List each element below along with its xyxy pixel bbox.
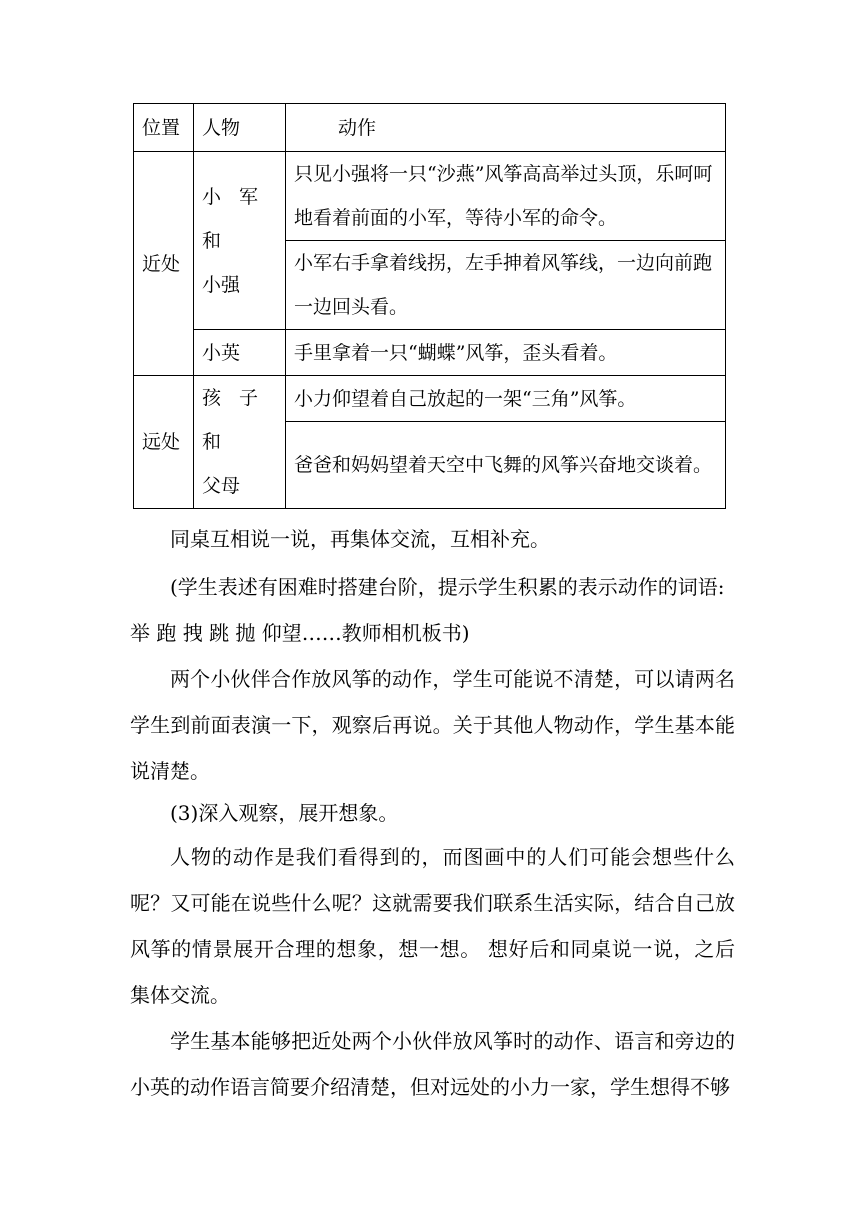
- action-cell: 小力仰望着自己放起的一架“三角”风筝。: [286, 376, 726, 422]
- person-cell-xiaoying: 小英: [194, 330, 286, 376]
- action-cell: 只见小强将一只“沙燕”风筝高高举过头顶，乐呵呵地看着前面的小军，等待小军的命令。: [286, 152, 726, 241]
- position-far: 远处: [134, 376, 194, 509]
- person-line: 父母: [202, 475, 241, 497]
- table-header-row: [134, 104, 726, 152]
- paragraph: 两个小伙伴合作放风筝的动作，学生可能说不清楚，可以请两名学生到前面表演一下，观察后再说。关于其他人物动作，学生基本能说清楚。: [130, 667, 735, 783]
- paragraph: (3)深入观察，展开想象。: [170, 801, 399, 825]
- person-line: 小强: [202, 273, 241, 296]
- action-cell: 爸爸和妈妈望着天空中飞舞的风筝兴奋地交谈着。: [286, 422, 726, 509]
- position-near: 近处: [134, 152, 194, 376]
- paragraph: 学生基本能够把近处两个小伙伴放风筝时的动作、语言和旁边的小英的动作语言简要介绍清楚，但对远处的小力一家，学生想得不够: [130, 1029, 735, 1099]
- table-row: [134, 152, 726, 241]
- person-cell-children-parents: [194, 376, 286, 509]
- person-cell-xiaojun-xiaoqiang: [194, 152, 286, 330]
- observation-table: [133, 103, 726, 509]
- paragraph: 同桌互相说一说，再集体交流，互相补充。: [170, 527, 550, 551]
- person-line: 孩 子 和: [202, 387, 265, 453]
- person-line: 小 军 和: [202, 185, 265, 252]
- action-cell: 手里拿着一只“蝴蝶”风筝，歪头看着。: [286, 330, 726, 376]
- table-row: [134, 376, 726, 422]
- paragraph: 举 跑 拽 跳 抛 仰望……教师相机板书): [130, 621, 470, 645]
- action-cell: 小军右手拿着线拐，左手抻着风筝线，一边向前跑一边回头看。: [286, 241, 726, 330]
- header-position: 位置: [134, 104, 194, 152]
- header-action: 动作: [286, 104, 726, 152]
- header-person: 人物: [194, 104, 286, 152]
- paragraph: 人物的动作是我们看得到的，而图画中的人们可能会想些什么呢？又可能在说些什么呢？这就需要我们联系生活实际，结合自己放风筝的情景展开合理的想象，想一想。 想好后和同桌说一说，之后集体交流。: [130, 845, 735, 1007]
- paragraph: (学生表述有困难时搭建台阶，提示学生积累的表示动作的词语:: [170, 575, 725, 599]
- table-row: [134, 330, 726, 376]
